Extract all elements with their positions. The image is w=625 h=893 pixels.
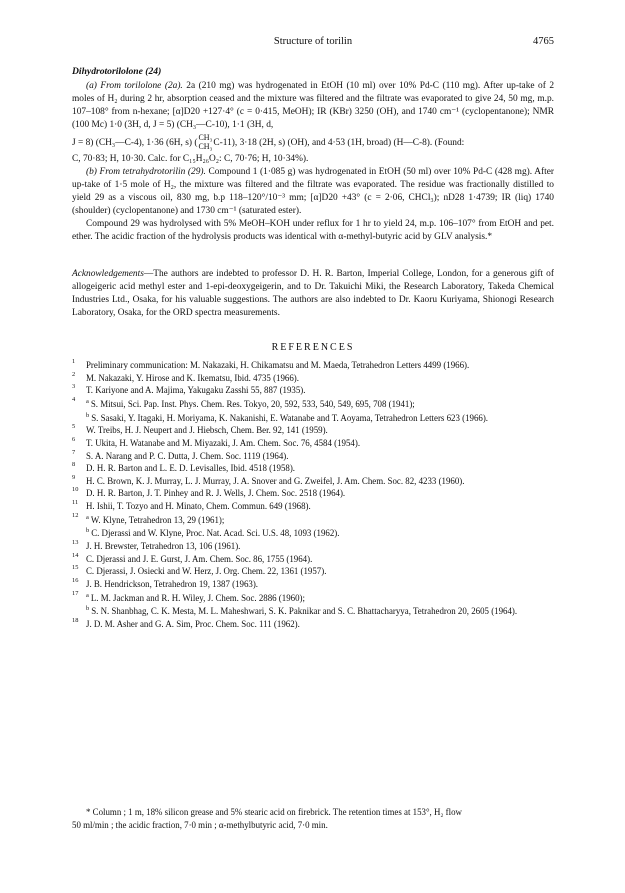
- reference-subindex: b: [86, 527, 90, 535]
- paragraph-b: [72, 166, 554, 218]
- reference-text: C. Djerassi and W. Klyne, Proc. Nat. Acad. Sci. U.S. 48, 1093 (1962).: [91, 528, 340, 539]
- reference-item: [72, 540, 554, 553]
- reference-text: Preliminary communication: M. Nakazaki, H. Chikamatsu and M. Maeda, Tetrahedron Letters 4499 (1966).: [86, 360, 470, 371]
- elemental-analysis: C, 70·83; H, 10·30. Calc. for C₁₅H₂₆O₂: C, 70·76; H, 10·34%).: [72, 154, 309, 165]
- reference-text: J. D. M. Asher and G. A. Sim, Proc. Chem. Soc. 111 (1962).: [86, 618, 300, 629]
- reference-item: [72, 500, 554, 513]
- reference-number: 2: [72, 370, 76, 378]
- journal-page: [72, 0, 554, 893]
- reference-subindex: b: [86, 605, 90, 613]
- reference-item: [72, 411, 554, 425]
- reference-text: D. H. R. Barton, J. T. Pinhey and R. J. Wells, J. Chem. Soc. 2518 (1964).: [86, 488, 346, 499]
- paragraph-b-label: (b) From tetrahydrotorilin (29).: [86, 167, 206, 178]
- acknowledgements-label: Acknowledgements: [72, 269, 144, 280]
- reference-subindex: a: [86, 398, 89, 406]
- footnote-line-1: * Column ; 1 m, 18% silicon grease and 5% stearic acid on firebrick. The retention times at 153°, H₂ flow: [86, 807, 462, 817]
- footnote-line-2: 50 ml/min ; the acidic fraction, 7·0 min ; α-methylbutyric acid, 7·0 min.: [72, 820, 328, 831]
- formula-bottom: CH₃: [198, 141, 213, 151]
- reference-text: T. Ukita, H. Watanabe and M. Miyazaki, J. Am. Chem. Soc. 76, 4584 (1954).: [86, 437, 361, 448]
- reference-number: 8: [72, 461, 76, 469]
- reference-number: 3: [72, 383, 76, 391]
- reference-text: L. M. Jackman and R. H. Wiley, J. Chem. Soc. 2886 (1960);: [90, 592, 305, 603]
- reference-text: C. Djerassi, J. Osiecki and W. Herz, J. Org. Chem. 22, 1361 (1957).: [86, 566, 327, 577]
- reference-number: 17: [72, 589, 79, 597]
- paragraph-c: Compound 29 was hydrolysed with 5% MeOH–KOH under reflux for 1 hr to yield 24, m.p. 106–107° from EtOH and pet. ether. The acidic fraction of the hydrolysis products was identical with α-methyl-butyric acid by GLV analysis.*: [72, 219, 554, 243]
- reference-text: W. Treibs, H. J. Neupert and J. Hiebsch, Chem. Ber. 92, 141 (1959).: [86, 425, 328, 436]
- reference-text: J. B. Hendrickson, Tetrahedron 19, 1387 (1963).: [86, 578, 258, 589]
- reference-subindex: a: [86, 513, 89, 521]
- running-title: Structure of torilin: [273, 36, 353, 47]
- reference-item: [72, 450, 554, 463]
- reference-text: H. Ishii, T. Tozyo and H. Minato, Chem. Commun. 649 (1968).: [86, 501, 311, 512]
- reference-number: 9: [72, 473, 76, 481]
- reference-item: [72, 526, 554, 540]
- reference-subindex: a: [86, 591, 89, 599]
- nmr-formula-line: [72, 134, 554, 152]
- reference-item: [72, 618, 554, 631]
- reference-item: [72, 359, 554, 372]
- reference-text: S. Mitsui, Sci. Pap. Inst. Phys. Chem. Res. Tokyo, 20, 592, 533, 540, 549, 695, 708 (1941);: [90, 399, 415, 410]
- running-header: [72, 36, 554, 47]
- reference-text: C. Djerassi and J. E. Gurst, J. Am. Chem. Soc. 86, 1755 (1964).: [86, 553, 313, 564]
- reference-number: 13: [72, 538, 79, 546]
- reference-number: 10: [72, 486, 79, 494]
- reference-text: D. H. R. Barton and L. E. D. Levisalles, Ibid. 4518 (1958).: [86, 463, 296, 474]
- references-title: REFERENCES: [271, 342, 355, 354]
- reference-item: [72, 462, 554, 475]
- reference-number: 16: [72, 576, 79, 584]
- reference-number: 6: [72, 435, 76, 443]
- reference-text: S. Sasaki, Y. Itagaki, H. Moriyama, K. Nakanishi, E. Watanabe and T. Aoyama, Tetrahedron Letters 623 (1966).: [91, 412, 488, 423]
- reference-text: T. Kariyone and A. Majima, Yakugaku Zasshi 55, 887 (1935).: [86, 385, 306, 396]
- reference-text: S. A. Narang and P. C. Dutta, J. Chem. Soc. 1119 (1964).: [86, 450, 289, 461]
- reference-item: [72, 604, 554, 618]
- reference-number: 14: [72, 551, 79, 559]
- dimethyl-fragment: [198, 134, 212, 152]
- reference-list: [72, 359, 554, 630]
- reference-number: 11: [72, 499, 79, 507]
- reference-text: M. Nakazaki, Y. Hirose and K. Ikematsu, Ibid. 4735 (1966).: [86, 372, 299, 383]
- reference-subindex: b: [86, 411, 90, 419]
- reference-number: 18: [72, 616, 79, 624]
- reference-item: [72, 565, 554, 578]
- footnote: [72, 806, 554, 833]
- acknowledgements-text: —The authors are indebted to professor D. H. R. Barton, Imperial College, London, for a generous gift of allogeigeric acid methyl ester and 1-epi-deoxygeigerin, and to Dr. Takuichi Miki, the Research Laboratory, Takeda Chemical Industries Ltd., Osaka, for his valuable suggestions. The authors are also indebted to Dr. Kaoru Kuriyama, Shionogi Research Laboratory, Osaka, for the ORD spectra measurements.: [72, 269, 554, 319]
- formula-after: C-11), 3·18 (2H, s) (OH), and 4·53 (1H, broad) (H—C-8). (Found:: [213, 137, 465, 148]
- reference-item: [72, 487, 554, 500]
- paragraph-a: [72, 80, 554, 132]
- page-number: 4765: [533, 36, 554, 47]
- reference-number: 5: [72, 423, 76, 431]
- acknowledgements: [72, 268, 554, 320]
- reference-item: [72, 424, 554, 437]
- reference-item: [72, 475, 554, 488]
- reference-number: 15: [72, 564, 79, 572]
- reference-item: [72, 591, 554, 605]
- reference-text: S. N. Shanbhag, C. K. Mesta, M. L. Maheshwari, S. K. Paknikar and S. C. Bhattacharyya, Tetrahedron 20, 2605 (1964).: [91, 606, 518, 617]
- reference-number: 7: [72, 448, 76, 456]
- paragraph-b-text: Compound 1 (1·085 g) was hydrogenated in EtOH (50 ml) over 10% Pd-C (428 mg). After up-take of 1·5 mole of H₂, the mixture was filtered and the filtrate was evaporated. The residue was fractionally distilled to yield 29 as a viscous oil, 830 mg, b.p 118–120°/10⁻³ mm; [α]D20 +43° (c = 2·06, CHCl₃); nD28 1·4739; IR (liq) 1740 (shoulder) (cyclopentanone) and 1730 cm⁻¹ (saturated ester).: [72, 167, 554, 217]
- formula-before: J = 8) (CH₃—C-4), 1·36 (6H, s) (: [72, 137, 198, 148]
- formula-top: CH₃: [198, 132, 213, 142]
- reference-item: [72, 372, 554, 385]
- section-title: Dihydrotorilolone (24): [72, 66, 162, 77]
- reference-item: [72, 513, 554, 527]
- paragraph-a-text: 2a (210 mg) was hydrogenated in EtOH (10 ml) over 10% Pd-C (110 mg). After up-take of 2 moles of H₂ during 2 hr, absorption ceased and the mixture was filtered and the filtrate was evaporated to give 24, 50 mg, m.p. 107–108° from n-hexane; [α]D20 +127·4° (c = 0·415, MeOH); IR (KBr) 3250 (OH), and 1740 cm⁻¹ (cyclopentanone); NMR (100 Mc) 1·0 (3H, d, J = 5) (CH₃—C-10), 1·1 (3H, d,: [72, 81, 555, 130]
- main-content: [72, 66, 554, 630]
- paragraph-a-label: (a) From torilolone (2a).: [86, 81, 183, 91]
- reference-number: 1: [72, 358, 76, 366]
- reference-number: 4: [72, 396, 76, 404]
- reference-number: 12: [72, 511, 79, 519]
- reference-text: W. Klyne, Tetrahedron 13, 29 (1961);: [90, 514, 225, 525]
- reference-item: [72, 397, 554, 411]
- reference-text: H. C. Brown, K. J. Murray, L. J. Murray, J. A. Snover and G. Zweifel, J. Am. Chem. Soc. 82, 4233 (1960).: [86, 475, 465, 486]
- reference-item: [72, 437, 554, 450]
- reference-text: J. H. Brewster, Tetrahedron 13, 106 (1961).: [86, 540, 241, 551]
- reference-item: [72, 553, 554, 566]
- reference-item: [72, 384, 554, 397]
- reference-item: [72, 578, 554, 591]
